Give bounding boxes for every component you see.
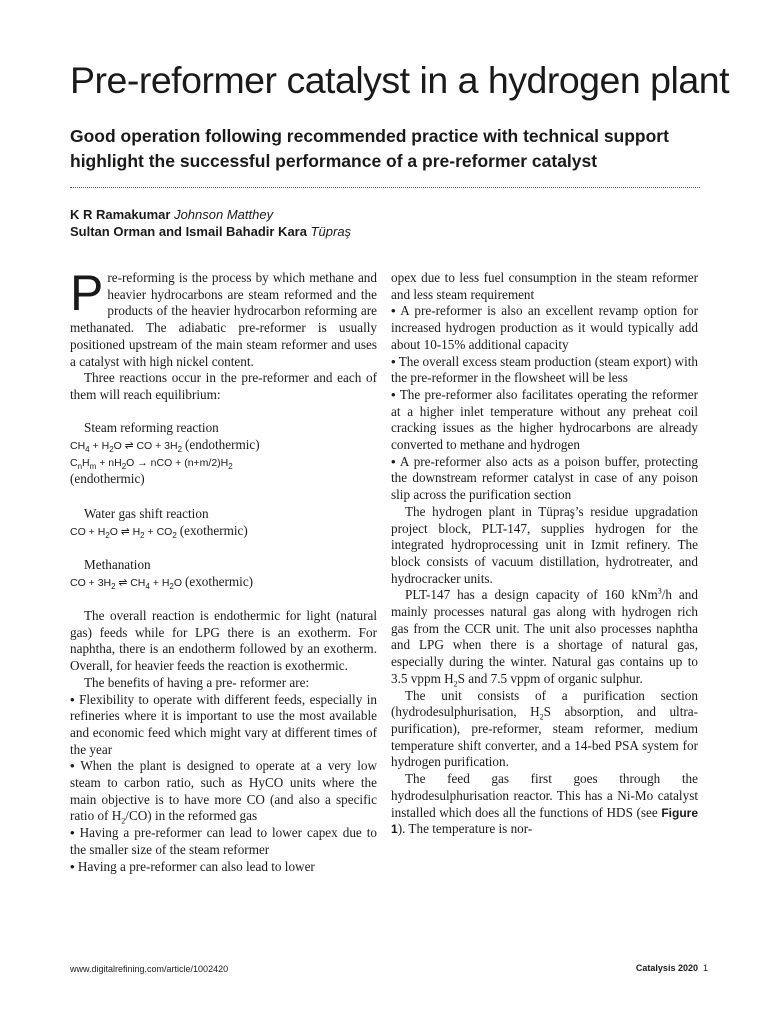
bullet-icon: • [70, 758, 75, 774]
reaction-heading: Water gas shift reaction [84, 505, 209, 521]
body-column-right [391, 270, 698, 838]
body-paragraph: opex due to less fuel consumption in the steam reformer and less steam requirement [391, 270, 698, 302]
author-affiliation: Tüpraş [310, 224, 352, 239]
author-affiliation: Johnson Matthey [174, 207, 274, 222]
bullet-item [70, 825, 377, 858]
reaction-note [70, 471, 377, 489]
author-names: Sultan Orman and Ismail Bahadir Kara [70, 224, 307, 239]
body-paragraph [391, 771, 698, 838]
bullet-item: • When the plant is designed to operate at a very low steam to carbon ratio, such as HyCO units where the main objective is to have more CO (and also a specific ratio of $H_2/CO$) in the reformed gas [70, 758, 377, 827]
author-names: K R Ramakumar [70, 207, 171, 222]
reaction-note-text: (endothermic) [70, 471, 145, 487]
bullet-text: When the plant is designed to operate at a very low steam to carbon ratio, such as HyCO units where the main objective is to have more CO (and also a specific ratio of H [70, 758, 377, 824]
bullet-icon: • [391, 353, 396, 369]
bullet-icon: • [70, 825, 75, 841]
bullet-item [391, 387, 698, 454]
bullet-item [391, 354, 698, 387]
standfirst-line: Good operation following recommended practice with technical support [70, 126, 669, 146]
reaction-equation: CO + $3H_2$ ⇌ $CH_4 + H_2O$ (exothermic) [70, 573, 254, 591]
body-paragraph: The unit consists of a purification section (hydrodesulphurisation, $H_2S$ absorption, and ultra-purification), pre-reformer, steam reformer, medium temperature shift converter, and a 14-bed PSA system for hydrogen purification. [391, 687, 698, 770]
bullet-icon: • [391, 303, 396, 319]
bullet-icon: • [70, 858, 75, 874]
paragraph-text: re-reforming is the process by which methane and heavier hydrocarbons are steam reformed and the products of the heavier hydrocarbon reforming are methanated. The adiabatic pre-reformer is usually positioned upstream of the main steam reformer and uses a catalyst with high nickel content. [70, 270, 377, 369]
bullet-text: A pre-reformer also acts as a poison buffer, protecting the downstream reformer catalyst in case of any poison slip across the purification section [391, 453, 698, 503]
author-block [70, 206, 710, 240]
body-column-left [70, 265, 378, 875]
standfirst-line: highlight the successful performance of a pre-reformer catalyst [70, 151, 598, 171]
bullet-item [391, 303, 698, 353]
reaction-note: (exothermic) [184, 573, 254, 589]
bullet-item [70, 692, 377, 759]
bullet-text: Flexibility to operate with different feeds, especially in refineries where it is important to use the most available and economic feed which might vary at different times of the year [70, 691, 378, 757]
reaction-heading: Steam reforming reaction [84, 420, 219, 436]
bullet-text: The overall excess steam production (steam export) with the pre-reformer in the flowsheet will be less [391, 353, 698, 386]
journal-name: Catalysis 2020 [635, 963, 698, 973]
body-paragraph: The benefits of having a pre- reformer are: [84, 674, 310, 690]
paragraph-text: The feed gas first goes through the hydrodesulphurisation reactor. This has a Ni-Mo catalyst installed which does all the functions of HDS (see [391, 771, 698, 820]
paragraph-text: ). The temperature is nor- [397, 821, 533, 837]
article-title: Pre-reformer catalyst in a hydrogen plant [70, 59, 729, 101]
standfirst [70, 124, 710, 174]
bullet-icon: • [391, 453, 396, 469]
bullet-item [70, 859, 377, 876]
bullet-item [391, 454, 698, 504]
body-paragraph: The hydrogen plant in Tüpraş’s residue upgradation project block, PLT-147, supplies hydrogen for the integrated hydroprocessing unit in Izmit refinery. The block consists of vacuum distillation, hydrotreater, and hydrocracker units. [391, 503, 698, 586]
footer-journal [636, 963, 708, 973]
reaction-equation: $C_nH_m + nH_2O$ → nCO + $(n+m/2)H_2$ [70, 456, 233, 471]
figure-reference[interactable]: Figure 1 [391, 805, 698, 837]
paragraph-text: S absorption, and ultra-purification), pre-reformer, steam reformer, medium temperature shift converter, and a 14-bed PSA system for hydrogen purification. [391, 704, 698, 770]
reaction-equation: $CH_4 + H_2O$ ⇌ CO + $3H_2$ (endothermic) [70, 437, 260, 455]
bullet-icon: • [70, 691, 75, 707]
footer-url[interactable]: www.digitalrefining.com/article/1002420 [70, 964, 229, 974]
reaction-equation: CO + $H_2O$ ⇌ $H_2 + CO_2$ (exothermic) [70, 522, 248, 540]
dotted-divider [70, 187, 700, 188]
reaction-note: (endothermic) [184, 437, 260, 453]
bullet-text: Having a pre-reformer can also lead to lower [77, 858, 315, 874]
bullet-icon: • [391, 386, 396, 402]
paragraph-text: The unit consists of a purification section (hydrodesulphurisation, H [391, 687, 698, 720]
body-paragraph [70, 265, 377, 370]
page-number: 1 [702, 963, 708, 973]
drop-cap: P [70, 265, 104, 321]
body-paragraph: Three reactions occur in the pre-reformer and each of them will reach equilibrium: [70, 370, 377, 402]
body-paragraph: PLT-147 has a design capacity of 160 kNm$^3$/h and mainly processes natural gas along with hydrogen rich gas from the CCR unit. The unit also processes naphtha and LPG when there is a shortage of natural gas, especially during the winter. Natural gas contains up to 3.5 vppm $H_2S$ and 7.5 vppm of organic sulphur. [391, 586, 698, 689]
reaction-heading: Methanation [84, 556, 151, 572]
bullet-text: A pre-reformer is also an excellent revamp option for increased hydrogen production as it would typically add about 10-15% additional capacity [391, 303, 698, 352]
author-line [70, 223, 710, 240]
paragraph-text: PLT-147 has a design capacity of 160 kNm [405, 587, 658, 603]
bullet-text: /CO) in the reformed gas [125, 808, 258, 824]
reaction-note: (exothermic) [179, 522, 248, 538]
paragraph-text: S and 7.5 vppm of organic sulphur. [457, 670, 643, 686]
bullet-text: The pre-reformer also facilitates operating the reformer at a higher inlet temperature without any preheat coil cracking issues as the higher hydrocarbons are already converted to methane and hydrogen [391, 386, 698, 453]
paragraph-text: /h and mainly processes natural gas along with hydrogen rich gas from the CCR unit. The unit also processes naphtha and LPG when there is a shortage of natural gas, especially during the winter. Natural gas contains up to 3.5 vppm H [391, 587, 698, 686]
body-paragraph: The overall reaction is endothermic for light (natural gas) feeds while for LPG there is an exotherm. For naphtha, there is an endotherm followed by an exotherm. Overall, for heavier feeds the reaction is exothermic. [70, 608, 377, 674]
bullet-text: Having a pre-reformer can lead to lower capex due to the smaller size of the steam reformer [70, 825, 378, 857]
author-line [70, 206, 710, 223]
